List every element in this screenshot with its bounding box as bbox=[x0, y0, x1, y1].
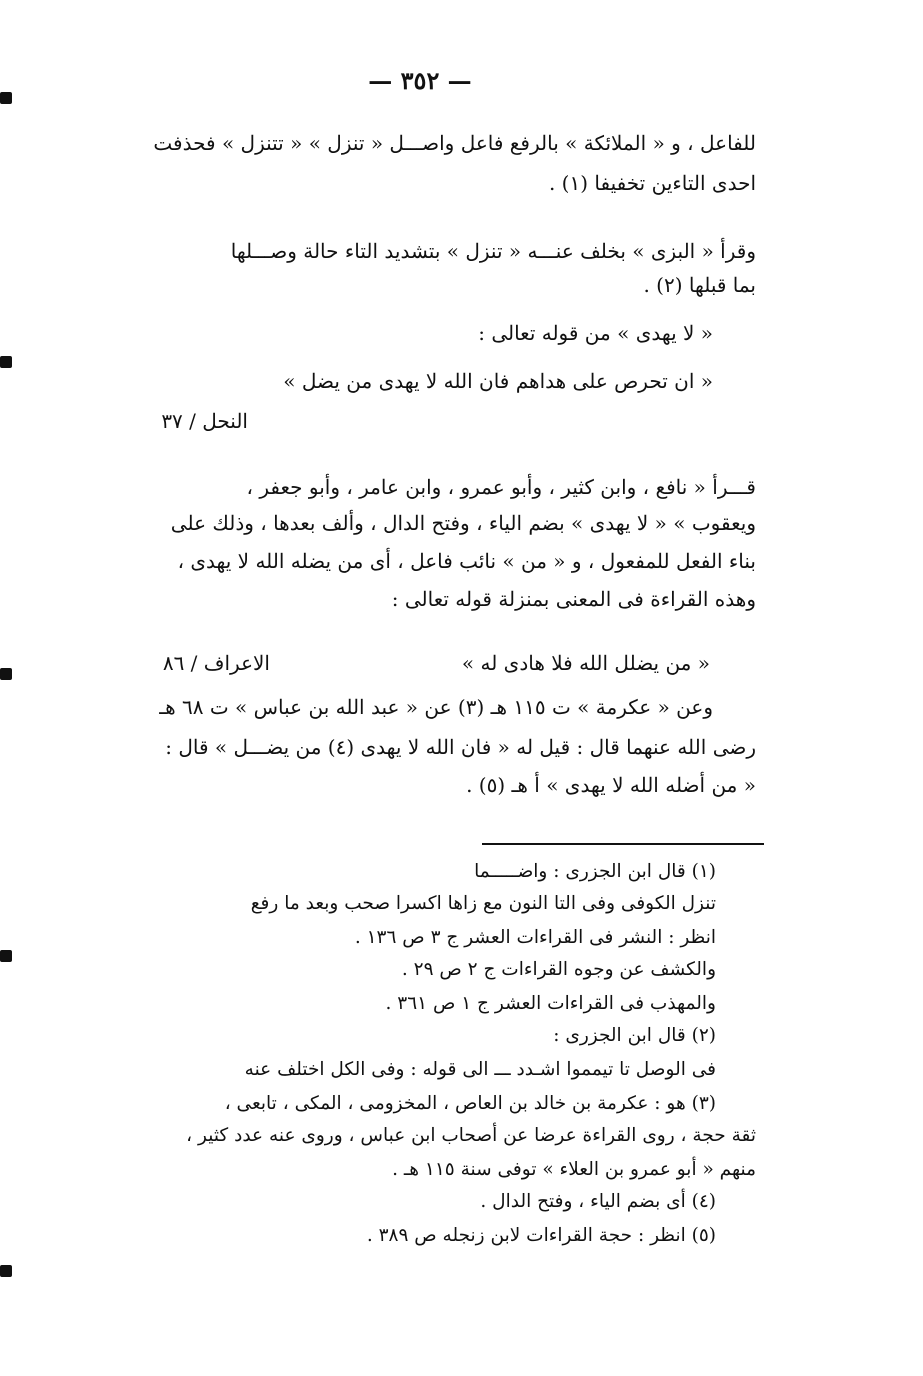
section-heading: « لا يهدى » من قوله تعالى : bbox=[478, 321, 713, 345]
quran-verse: « من يضلل الله فلا هادى له » bbox=[461, 651, 710, 675]
paragraph-line: احدى التاءين تخفيفا (١) . bbox=[548, 171, 756, 195]
footnote-line: (٥) انظر : حجة القراءات لابن زنجله ص ٣٨٩ . bbox=[366, 1225, 716, 1246]
scan-edge-mark bbox=[0, 668, 12, 680]
paragraph-line: رضى الله عنهما قال : قيل له « فان الله لا يهدى (٤) من يضـــل » قال : bbox=[165, 735, 756, 759]
footnote-line: ثقة حجة ، روى القراءة عرضا عن أصحاب ابن عباس ، وروى عنه عدد كثير ، bbox=[186, 1125, 756, 1146]
paragraph-line: وقرأ « البزى » بخلف عنـــه « تنزل » بتشديد التاء حالة وصـــلها bbox=[230, 239, 756, 263]
paragraph-line: للفاعل ، و « الملائكة » بالرفع فاعل واصـــل « تنزل » « تتنزل » فحذفت bbox=[153, 131, 756, 155]
footnote-line: تنزل الكوفى وفى التا النون مع زاها اكسرا صحب وبعد ما رفع bbox=[250, 893, 716, 914]
paragraph-line: وهذه القراءة فى المعنى بمنزلة قوله تعالى : bbox=[391, 587, 756, 611]
paragraph-line: بناء الفعل للمفعول ، و « من » نائب فاعل ، أى من يضله الله لا يهدى ، bbox=[177, 549, 756, 573]
footnote-line: فى الوصل تا تيمموا اشـدد ـــ الى قوله : وفى الكل اختلف عنه bbox=[244, 1059, 716, 1080]
scan-edge-mark bbox=[0, 950, 12, 962]
paragraph-line: « من أضله الله لا يهدى » أ هـ (٥) . bbox=[466, 773, 756, 797]
paragraph-line: ويعقوب » « لا يهدى » بضم الياء ، وفتح الدال ، وألف بعدها ، وذلك على bbox=[170, 511, 756, 535]
quran-verse: « ان تحرص على هداهم فان الله لا يهدى من يضل » bbox=[283, 369, 713, 393]
footnote-line: منهم « أبو عمرو بن العلاء » توفى سنة ١١٥ هـ . bbox=[392, 1159, 756, 1180]
scan-edge-mark bbox=[0, 92, 12, 104]
page-number: — ٣٥٢ — bbox=[368, 66, 472, 95]
paragraph-line: بما قبلها (٢) . bbox=[643, 273, 756, 297]
footnote-separator bbox=[482, 843, 764, 845]
paragraph-line: قـــرأ « نافع ، وابن كثير ، وأبو عمرو ، وابن عامر ، وأبو جعفر ، bbox=[246, 475, 756, 499]
scan-edge-mark bbox=[0, 1265, 12, 1277]
footnote-line: والمهذب فى القراءات العشر ج ١ ص ٣٦١ . bbox=[385, 993, 716, 1014]
paragraph-line: وعن « عكرمة » ت ١١٥ هـ (٣) عن « عبد الله بن عباس » ت ٦٨ هـ bbox=[159, 695, 713, 719]
verse-reference: الاعراف / ٨٦ bbox=[162, 651, 270, 675]
footnote-line: (٣) هو : عكرمة بن خالد بن العاص ، المخزومى ، المكى ، تابعى ، bbox=[224, 1093, 716, 1114]
verse-reference: النحل / ٣٧ bbox=[161, 409, 248, 433]
scan-edge-mark bbox=[0, 356, 12, 368]
footnote-line: (١) قال ابن الجزرى : واضـــــما bbox=[474, 861, 716, 882]
footnote-line: انظر : النشر فى القراءات العشر ج ٣ ص ١٣٦ . bbox=[354, 927, 716, 948]
footnote-line: (٢) قال ابن الجزرى : bbox=[553, 1025, 716, 1046]
footnote-line: (٤) أى بضم الياء ، وفتح الدال . bbox=[480, 1191, 716, 1212]
footnote-line: والكشف عن وجوه القراءات ج ٢ ص ٢٩ . bbox=[401, 959, 716, 980]
